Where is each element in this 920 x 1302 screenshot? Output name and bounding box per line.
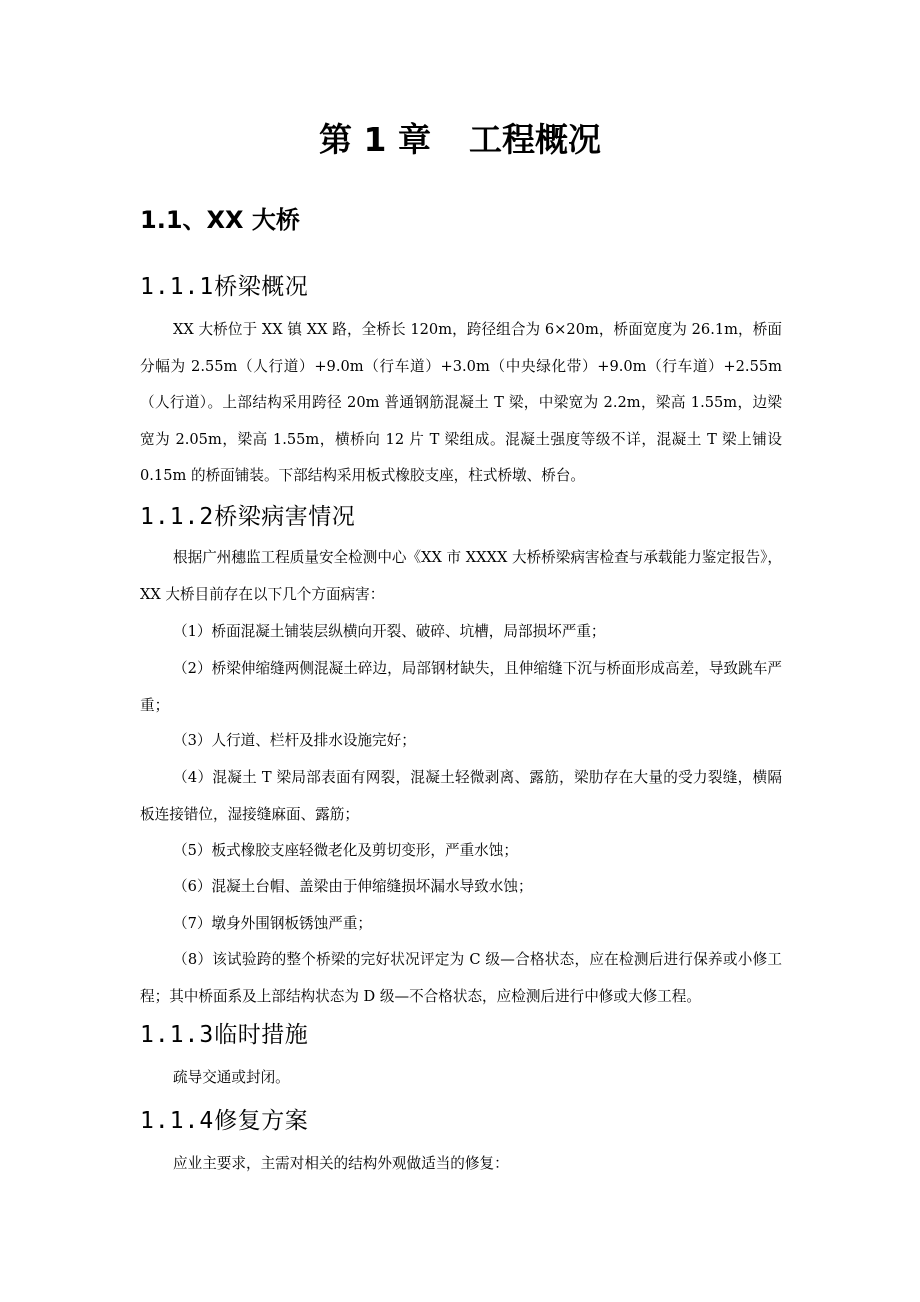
subsection-number: 1.1.1 [140,274,215,300]
subsection-title: 桥梁概况 [214,274,309,300]
subsection-title: 桥梁病害情况 [214,504,356,530]
list-item: （2）桥梁伸缩缝两侧混凝土碎边，局部钢材缺失，且伸缩缝下沉与桥面形成高差，导致跳车严重； [140,660,782,714]
list-item: （7）墩身外围钢板锈蚀严重； [173,915,373,932]
list-item: （8）该试验跨的整个桥梁的完好状况评定为 C 级—合格状态，应在检测后进行保养或小修工程；其中桥面系及上部结构状态为 D 级—不合格状态，应检测后进行中修或大修工程。 [140,951,782,1005]
paragraph: 根据广州穗监工程质量安全检测中心《XX 市 XXXX 大桥桥梁病害检查与承载能力鉴定报告》，XX 大桥目前存在以下几个方面病害： [140,549,782,603]
subsection-title: 临时措施 [214,1022,309,1048]
section-title: 1.1、XX 大桥 [140,206,300,234]
list-item: （3）人行道、栏杆及排水设施完好； [173,732,416,749]
subsection-heading-4 [140,1104,308,1138]
paragraph: XX 大桥位于 XX 镇 XX 路，全桥长 120m，跨径组合为 6×20m，桥面宽度为 26.1m，桥面分幅为 2.55m（人行道）+9.0m（行车道）+3.0m（中央绿化带）+9.0m（行车道）+2.55m（人行道）。上部结构采用跨径 20m 普通钢筋混凝土 T 梁，中梁宽为 2.2m，梁高 1.55m，边梁宽为 2.05m，梁高 1.55m，横桥向 12 片 T 梁组成。混凝土强度等级不详，混凝土 T 梁上铺设 0.15m 的桥面铺装。下部结构采用板式橡胶支座，柱式桥墩、桥台。 [140,321,782,485]
list-item: （4）混凝土 T 梁局部表面有网裂，混凝土轻微剥离、露筋，梁肋存在大量的受力裂缝，横隔板连接错位，湿接缝麻面、露筋； [140,769,782,823]
subsection-heading-2 [140,500,355,534]
list-item: （1）桥面混凝土铺装层纵横向开裂、破碎、坑槽，局部损坏严重； [173,623,606,640]
subsection-number: 1.1.4 [140,1108,215,1134]
subsection-heading-1 [140,270,308,304]
paragraph: 应业主要求，主需对相关的结构外观做适当的修复： [173,1155,509,1172]
subsection-title: 修复方案 [214,1108,309,1134]
subsection-number: 1.1.2 [140,504,215,530]
paragraph: 疏导交通或封闭。 [173,1069,290,1086]
list-item: （6）混凝土台帽、盖梁由于伸缩缝损坏漏水导致水蚀； [173,878,533,895]
subsection-number: 1.1.3 [140,1022,215,1048]
chapter-number: 第 1 章 [319,120,431,159]
chapter-title [0,116,920,164]
subsection-heading-3 [140,1018,308,1052]
chapter-heading: 工程概况 [468,120,601,159]
list-item: （5）板式橡胶支座轻微老化及剪切变形，严重水蚀； [173,842,518,859]
